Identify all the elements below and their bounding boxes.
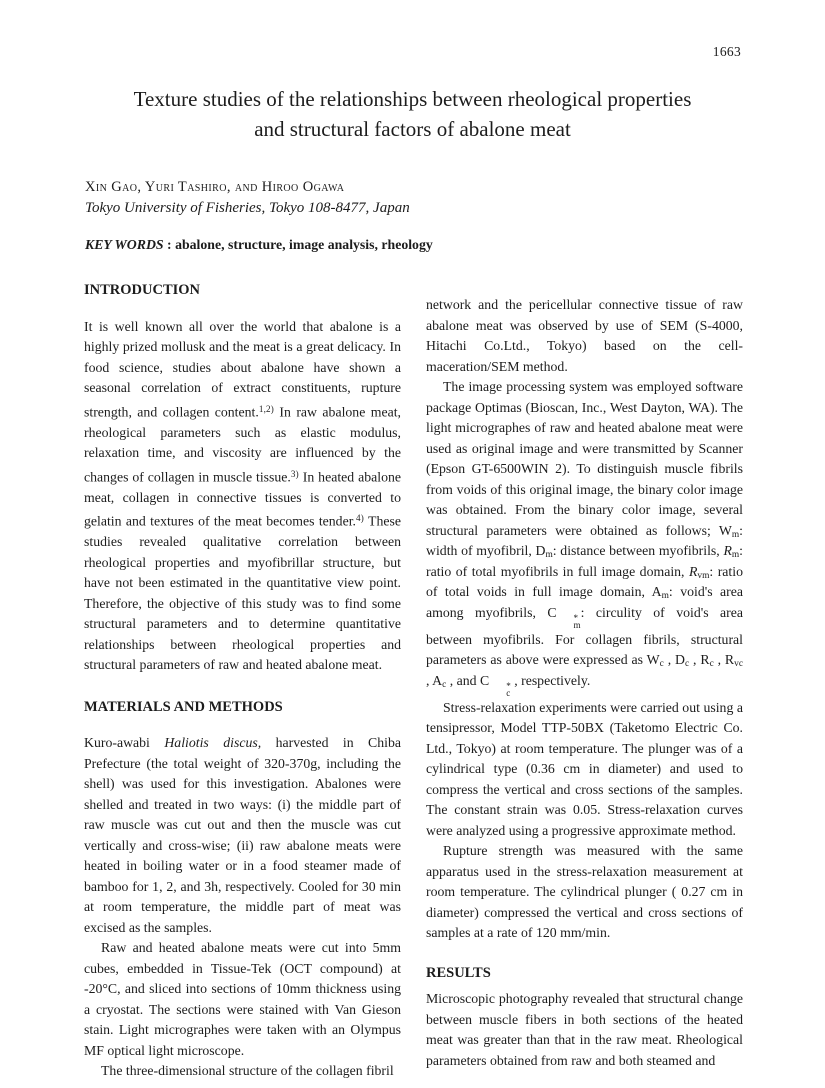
species-name: Haliotis discus,: [164, 735, 262, 751]
text-run: , and C: [446, 672, 490, 688]
authors: Xin Gao, Yuri Tashiro, and Hiroo Ogawa: [85, 179, 345, 195]
text-run: , D: [663, 652, 685, 668]
text-run: harvested in Chiba Prefecture (the total weight of 320-370g, including the shell) was used for this investigation. Abalones were shelled and treated in two ways: (i) the middle part of raw muscle was cut out and then the muscle was cut vertically and cross-wise; (ii) raw abalone meats were heated in boiling water or in a food steamer made of bamboo for 1, 2, and 3h, respectively. Cooled for 30 min at room temperature, the middle part of meat was excised as the samples.: [84, 735, 402, 935]
keywords-line: [85, 237, 765, 253]
text-run: , R: [689, 652, 710, 668]
reference-superscript: 4): [355, 513, 364, 524]
text-run: The image processing system was employed software package Optimas (Bioscan, Inc., West Dayton, WA). The light micrographes of raw and heated abalone meat were used as original image and were transmitted by Scanner (Epson GT-6500WIN 2). To distinguish muscle fibrils from voids of this original image, the binary color image was obtained. From the binary color image, several structural parameters were obtained as follows; W: [426, 379, 743, 538]
subscript-c: c: [684, 659, 690, 670]
paragraph-introduction: [84, 317, 401, 676]
text-run: : ratio of total voids in full image domain, A: [426, 563, 743, 599]
text-run: Kuro-awabi: [84, 735, 165, 751]
paragraph-sectioning: Raw and heated abalone meats were cut into 5mm cubes, embedded in Tissue-Tek (OCT compound) at -20°C, and sliced into sections of 10mm thickness using a cryostat. The sections were stained with Van Gieson stain. Light micrographes were taken with an Olympus MF optical light microscope.: [84, 940, 401, 1058]
text-run: In raw abalone meat, rheological parameters such as elastic modulus, relaxation time, and viscosity are influenced by the changes of collagen in muscle tissue.: [84, 404, 401, 485]
page-number: 1663: [712, 44, 741, 59]
keywords-label: KEY WORDS: [85, 237, 164, 252]
reference-superscript: 3): [290, 468, 299, 479]
reference-superscript: 1,2): [258, 403, 275, 414]
paper-title: [40, 84, 785, 144]
param-symbol-R: R: [723, 543, 732, 558]
text-run: : width of myofibril, D: [426, 522, 743, 558]
subscript-c: c: [659, 659, 664, 670]
text-run: , R: [713, 652, 735, 668]
section-heading-introduction: INTRODUCTION: [84, 282, 201, 298]
subscript-c: c: [442, 679, 447, 690]
text-run: : circulity of void's area between myofibrils. For collagen fibrils, structural parameters as above were expressed as W: [426, 604, 743, 668]
paragraph-stress-relaxation: Stress-relaxation experiments were carried out using a tensipressor, Model TTP-50BX (Taketomo Electric Co. Ltd., Tokyo) at room temperature. The plunger was of a cylindrical type (0.36 cm in diameter) and used to compress the vertical and cross sections of the samples. The constant strain was 0.05. Stress-relaxation curves were analyzed using a progressive approximate method.: [426, 699, 743, 838]
keywords-text: : abalone, structure, image analysis, rheology: [163, 237, 433, 252]
paragraph-sem-observation: network and the pericellular connective tissue of raw abalone meat was observed by use of SEM (S-4000, Hitachi Co.Ltd., Tokyo) based on the cell-maceration/SEM method.: [426, 297, 743, 374]
text-run: In heated abalone meat, collagen in connective tissues is converted to gelatin and textures of the meat becomes tender.: [84, 469, 401, 529]
left-column: [84, 280, 401, 1082]
section-heading-results: RESULTS: [426, 964, 491, 981]
param-symbol-circularity-m: * m: [573, 613, 581, 631]
paragraph-rupture-strength: Rupture strength was measured with the same apparatus used in the stress-relaxation measurement at room temperature. The cylindrical plunger ( 0.27 cm in diameter) compressed the vertical and cross sections of samples at a rate of 120 mm/min.: [426, 843, 743, 941]
text-run: : distance between myofibrils,: [552, 543, 724, 558]
section-heading-materials-methods: MATERIALS AND METHODS: [84, 698, 283, 715]
text-run: : ratio of total myofibrils in full image domain,: [426, 543, 744, 579]
subscript-m: m: [731, 550, 740, 561]
paper-title-line1: Texture studies of the relationships between rheological properties: [133, 87, 692, 111]
paragraph-image-processing: [426, 377, 743, 698]
subscript-vm: vm: [697, 570, 710, 581]
subscript-m: m: [545, 550, 553, 561]
param-symbol-circularity-c: * c: [506, 681, 511, 699]
paragraph-samples: [84, 733, 401, 938]
paper-title-line2: and structural factors of abalone meat: [254, 117, 571, 141]
affiliation: Tokyo University of Fisheries, Tokyo 108-8477, Japan: [85, 200, 410, 216]
subscript-m: m: [731, 529, 740, 540]
text-run: , respectively.: [510, 672, 591, 688]
text-run: It is well known all over the world that abalone is a highly prized mollusk and the meat is a great delicacy. In food science, studies about abalone have shown a seasonal correlation of extract constituents, rupture strength, and collagen content.: [84, 318, 401, 420]
text-run: These studies revealed qualitative correlation between rheological properties and myofibrillar structure, but have not been estimated in the quantitative view point. Therefore, the objective of this study was to find some structural parameters and to determine quantitative relationships between rheological properties and structural parameters of raw and heated abalone meat.: [84, 513, 401, 673]
paragraph-collagen-structure-start: The three-dimensional structure of the collagen fibril: [101, 1063, 394, 1079]
text-run: , A: [426, 672, 443, 688]
right-column: [426, 295, 743, 1071]
subscript-vc: vc: [734, 659, 743, 670]
text-run: : void's area among myofibrils, C: [426, 584, 743, 620]
paragraph-results: Microscopic photography revealed that structural change between muscle fibers in both sections of the heated meat was greater than that in the raw meat. Rheological parameters obtained from raw and both steamed and: [426, 991, 743, 1068]
subscript-m: m: [661, 591, 669, 602]
param-symbol-R: R: [688, 563, 698, 579]
subscript-c: c: [709, 659, 714, 670]
